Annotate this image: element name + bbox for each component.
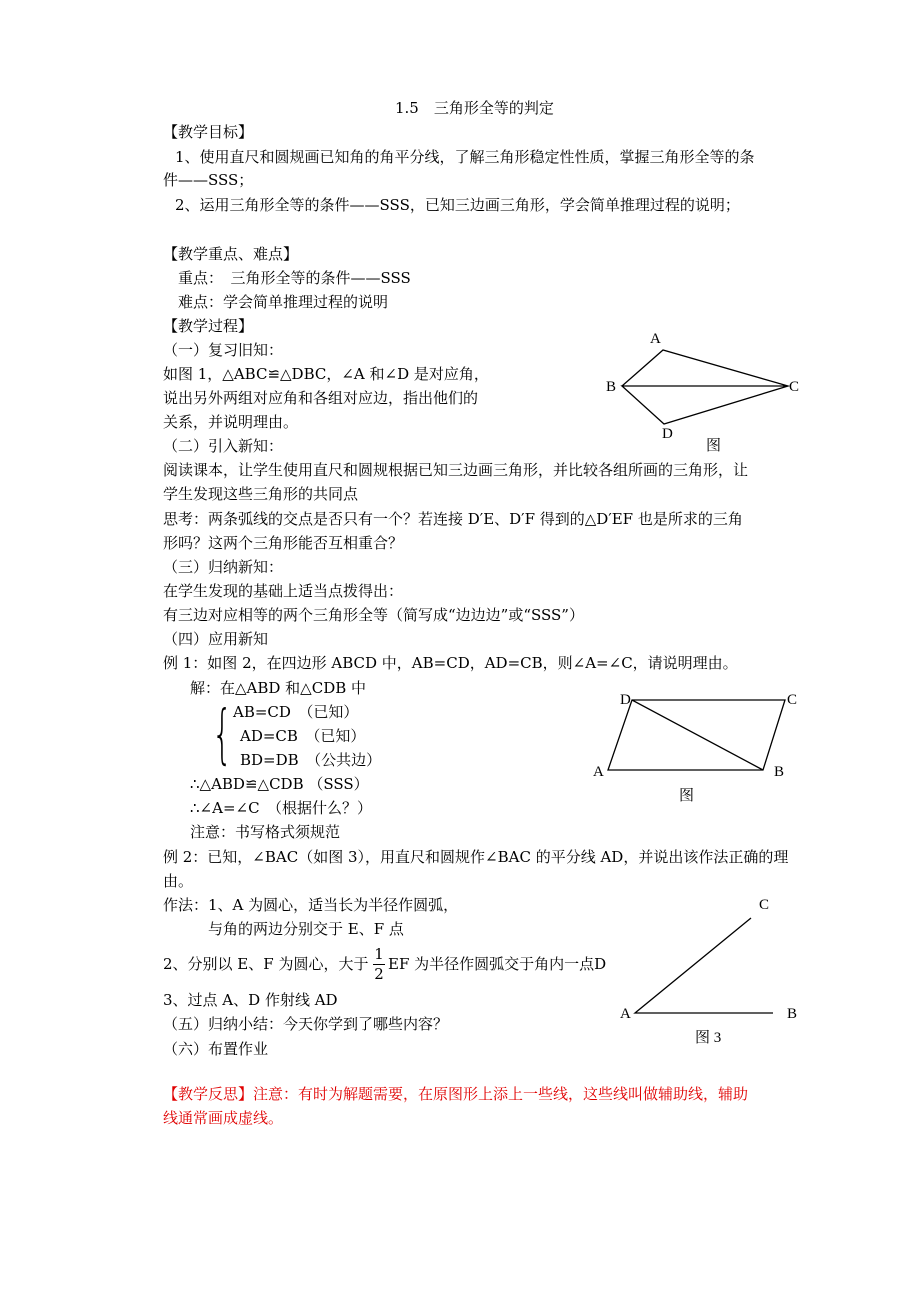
key-point: 重点： 三角形全等的条件——SSS [178,269,411,287]
goal-1-cont: 件——SSS； [163,171,254,189]
section-4: （四）应用新知 [163,630,269,648]
conclusion: ∴△ABD≌△CDB （SSS） [190,775,369,793]
brace: { [212,698,233,772]
solution: 解：在△ABD 和△CDB 中 [190,679,367,697]
method-1-cont: 与角的两边分别交于 E、F 点 [208,920,404,938]
keypoints-heading: 【教学重点、难点】 [163,245,299,263]
fig2-label-d: D [620,692,631,708]
figure-1-kite [622,350,788,424]
section-5: （五）归纳小结：今天你学到了哪些内容？ [163,1015,449,1033]
process-heading: 【教学过程】 [163,317,254,335]
goals-heading: 【教学目标】 [163,123,254,141]
conclusion: ∴∠A=∠C （根据什么？） [190,799,373,817]
fig3-caption: 图 3 [695,1030,722,1046]
example-2: 例 2：已知，∠BAC（如图 3），用直尺和圆规作∠BAC 的平分线 AD，并说出该作法正确的理 [163,848,789,866]
page-title: 1.5 三角形全等的判定 [395,99,554,117]
method-2: 2、分别以 E、F 为圆心，大于 [163,955,369,973]
reflection: 【教学反思】注意：有时为解题需要，在原图形上添上一些线，这些线叫做辅助线，辅助 [163,1085,749,1103]
text: 在学生发现的基础上适当点拨得出： [163,582,404,600]
fig3-label-b: B [787,1006,798,1022]
fig2-caption: 图 [679,788,695,804]
section-3: （三）归纳新知： [163,558,284,576]
text: 学生发现这些三角形的共同点 [163,485,359,503]
text: 阅读课本，让学生使用直尺和圆规根据已知三边画三角形，并比较各组所画的三角形，让 [163,461,749,479]
goal-2: 2、运用三角形全等的条件——SSS，已知三边画三角形，学会简单推理过程的说明； [175,196,740,214]
fig2-label-c: C [787,692,798,708]
figure-3-angle [635,918,773,1013]
method-1: 作法：1、A 为圆心，适当长为半径作圆弧， [163,896,459,914]
equation: AB=CD （已知） [233,703,359,721]
goal-1: 1、使用直尺和圆规画已知角的角平分线，了解三角形稳定性性质，掌握三角形全等的条 [175,148,755,166]
text: 关系，并说明理由。 [163,413,299,431]
reflection-cont: 线通常画成虚线。 [163,1109,284,1127]
text: 说出另外两组对应角和各组对应边，指出他们的 [163,389,479,407]
fig2-label-b: B [774,764,785,780]
fig1-label-c: C [789,379,800,395]
difficult-point: 难点：学会简单推理过程的说明 [178,293,389,311]
text: 有三边对应相等的两个三角形全等（简写成“边边边”或“SSS”） [163,606,584,624]
method-3: 3、过点 A、D 作射线 AD [163,991,338,1009]
section-1: （一）复习旧知： [163,341,284,359]
figure-2-quadrilateral [608,700,785,770]
text: 思考：两条弧线的交点是否只有一个？若连接 D′E、D′F 得到的△D′EF 也是所求的三角 [163,510,743,528]
text: 由。 [163,872,194,890]
fig3-label-a: A [620,1006,631,1022]
fig1-caption: 图 [706,438,722,454]
section-2: （二）引入新知： [163,437,284,455]
text: 形吗？这两个三角形能否互相重合？ [163,534,404,552]
note: 注意：书写格式须规范 [190,823,341,841]
text: 如图 1，△ABC≌△DBC，∠A 和∠D 是对应角， [163,365,489,383]
fig3-label-c: C [759,897,770,913]
fig1-label-a: A [650,331,661,347]
numerator: 1 [374,945,384,963]
example-1: 例 1：如图 2，在四边形 ABCD 中，AB=CD，AD=CB，则∠A=∠C，请说明理由。 [163,654,738,672]
denominator: 2 [374,965,384,983]
equation: BD=DB （公共边） [240,751,382,769]
section-6: （六）布置作业 [163,1040,269,1058]
equation: AD=CB （已知） [240,727,366,745]
fig1-label-b: B [606,379,617,395]
fig1-label-d: D [662,426,673,442]
method-2-cont: EF 为半径作圆弧交于角内一点D [388,955,607,973]
fig2-label-a: A [593,764,604,780]
